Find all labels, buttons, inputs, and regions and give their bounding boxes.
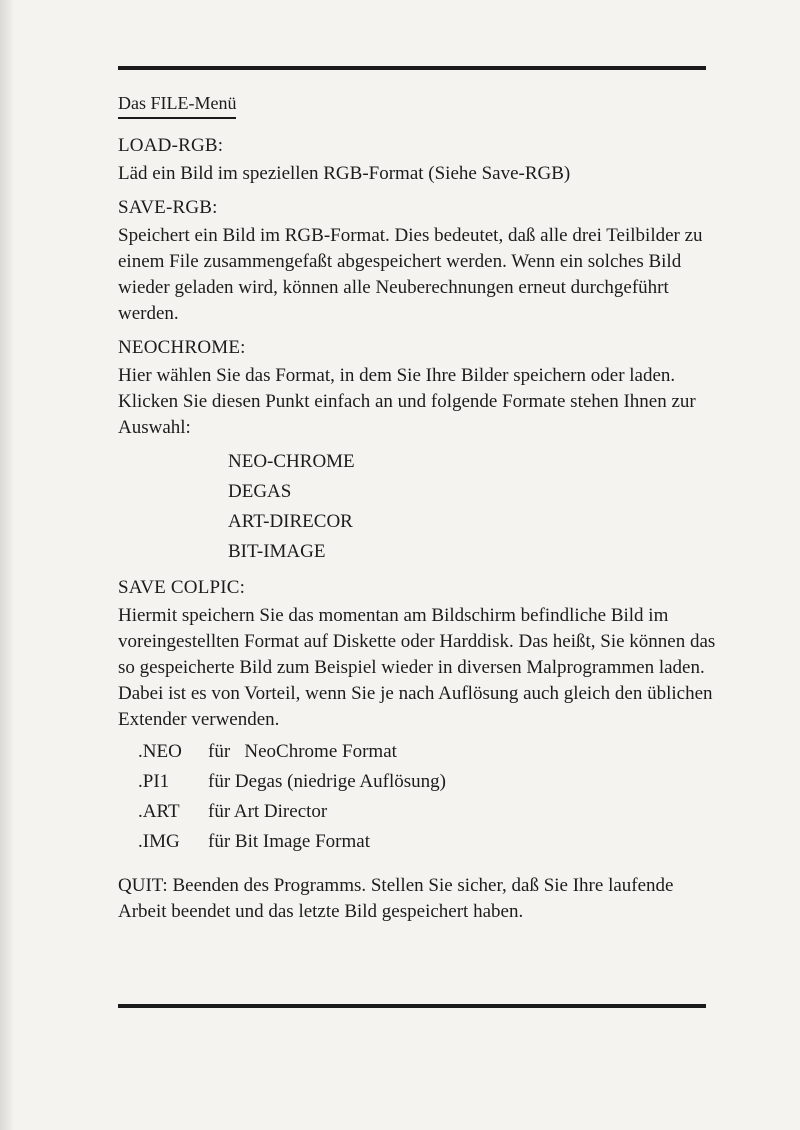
document-body: [118, 90, 718, 925]
format-item: ART-DIRECOR: [228, 511, 353, 532]
extension-desc: für NeoChrome Format: [208, 741, 397, 762]
quit-paragraph: QUIT: Beenden des Programms. Stellen Sie sicher, daß Sie Ihre laufende Arbeit beendet und das letzte Bild gespeichert haben.: [118, 875, 674, 922]
bottom-rule: [118, 1004, 706, 1008]
section-text: Läd ein Bild im speziellen RGB-Format (Siehe Save-RGB): [118, 163, 571, 184]
section-neochrome: [118, 335, 718, 567]
section-save-colpic: [118, 575, 718, 857]
extension-row: [138, 767, 718, 797]
extension-list: [138, 737, 718, 857]
extension-desc: für Bit Image Format: [208, 831, 370, 852]
extension-desc: für Art Director: [208, 801, 328, 822]
page-title: Das FILE-Menü: [118, 90, 236, 119]
section-heading: NEOCHROME:: [118, 337, 246, 358]
section-heading: LOAD-RGB:: [118, 135, 224, 156]
section-heading: SAVE COLPIC:: [118, 577, 246, 598]
format-list: [228, 447, 718, 567]
section-save-rgb: [118, 195, 718, 327]
section-text: Hiermit speichern Sie das momentan am Bildschirm befindliche Bild im voreingestellten Format auf Diskette oder Harddisk. Das heißt, Sie können das so gespeicherte Bild zum Beispiel wieder in diversen Malprogrammen laden. Dabei ist es von Vorteil, wenn Sie je nach Auflösung auch gleich den üblichen Extender verwenden.: [118, 605, 716, 730]
top-rule: [118, 66, 706, 70]
section-heading: SAVE-RGB:: [118, 197, 218, 218]
extension-code: .NEO: [138, 741, 182, 762]
extension-desc: für Degas (niedrige Auflösung): [208, 771, 446, 792]
extension-code: .IMG: [138, 831, 180, 852]
format-item: BIT-IMAGE: [228, 541, 326, 562]
section-text: Hier wählen Sie das Format, in dem Sie Ihre Bilder speichern oder laden. Klicken Sie diesen Punkt einfach an und folgende Formate stehen Ihnen zur Auswahl:: [118, 365, 696, 438]
section-load-rgb: [118, 133, 718, 187]
extension-row: [138, 827, 718, 857]
format-item: NEO-CHROME: [228, 451, 355, 472]
extension-code: .PI1: [138, 771, 170, 792]
page-edge-shadow: [0, 0, 14, 1130]
extension-row: [138, 797, 718, 827]
section-text: Speichert ein Bild im RGB-Format. Dies bedeutet, daß alle drei Teilbilder zu einem File zusammengefaßt abgespeichert werden. Wenn ein solches Bild wieder geladen wird, können alle Neuberechnungen erneut durchgeführt werden.: [118, 225, 703, 324]
format-item: DEGAS: [228, 481, 292, 502]
extension-code: .ART: [138, 801, 180, 822]
extension-row: [138, 737, 718, 767]
